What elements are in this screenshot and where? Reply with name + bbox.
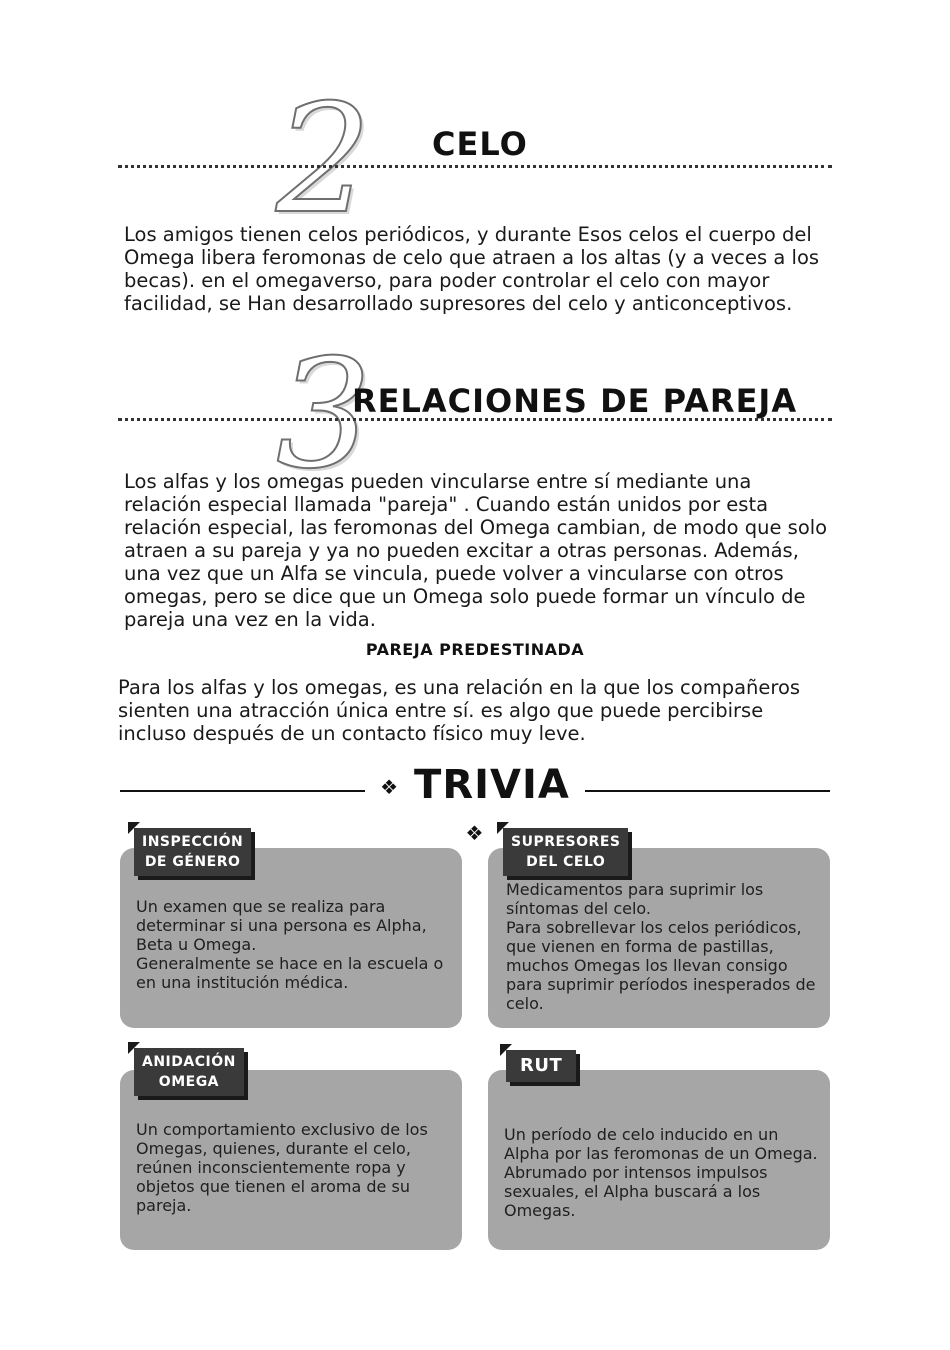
trivia-rule-left xyxy=(120,790,365,792)
trivia-card-tag xyxy=(506,1050,576,1082)
section-body: Los amigos tienen celos periódicos, y durante Esos celos el cuerpo del Omega libera feromonas de celo que atraen a los altas (y a veces a los becas). en el omegaverso, para poder controlar el celo con mayor facilidad, se Han desarrollado supresores del celo y anticonceptivos. xyxy=(124,223,820,315)
tag-line: DE GÉNERO xyxy=(144,854,241,870)
section-numeral: 3 xyxy=(276,328,372,502)
trivia-card-text: Medicamentos para suprimir los síntomas del celo. Para sobrellevar los celos periódicos, que vienen en forma de pastillas, muchos Omegas los llevan consigo para suprimir períodos inesperados de celo. xyxy=(506,880,816,1013)
section-relaciones xyxy=(118,328,832,631)
trivia-card-text: Un comportamiento exclusivo de los Omegas, quienes, durante el celo, reúnen inconscientemente ropa y objetos que tienen el aroma de su pareja. xyxy=(136,1120,428,1215)
trivia-card-text: Un período de celo inducido en un Alpha por las feromonas de un Omega. Abrumado por intensos impulsos sexuales, el Alpha buscará a los Omegas. xyxy=(504,1125,818,1220)
tag-line: ANIDACIÓN xyxy=(142,1054,236,1070)
section-numeral: 2 xyxy=(276,73,372,247)
trivia-card-tag xyxy=(134,828,251,876)
predestined-body: Para los alfas y los omegas, es una relación en la que los compañeros sienten una atracción única entre sí. es algo que puede percibirse incluso después de un contacto físico muy leve. xyxy=(118,676,801,745)
trivia-card-tag xyxy=(503,828,628,876)
tag-line: DEL CELO xyxy=(526,854,606,870)
trivia-title: TRIVIA xyxy=(414,762,570,808)
dotted-divider xyxy=(118,165,832,168)
section-celo xyxy=(118,73,832,315)
trivia-card-text: Un examen que se realiza para determinar si una persona es Alpha, Beta u Omega. Generalmente se hace en la escuela o en una institución médica. xyxy=(136,897,444,992)
ornament-icon: ❖ xyxy=(465,821,485,845)
trivia-rule-right xyxy=(585,790,830,792)
ornament-icon: ❖ xyxy=(380,775,400,799)
predestined-heading: PAREJA PREDESTINADA xyxy=(365,640,585,659)
tag-line: OMEGA xyxy=(158,1074,220,1090)
tag-line: INSPECCIÓN xyxy=(142,834,244,850)
dotted-divider xyxy=(118,418,832,421)
trivia-card-tag xyxy=(134,1048,244,1096)
tag-line: RUT xyxy=(520,1055,563,1076)
section-title: RELACIONES DE PAREJA xyxy=(352,382,798,420)
section-title: CELO xyxy=(432,125,528,163)
section-body: Los alfas y los omegas pueden vincularse entre sí mediante una relación especial llamada "pareja" . Cuando están unidos por esta relación especial, las feromonas del Omega cambian, de modo que solo atraen a su pareja y ya no pueden excitar a otras personas. Además, una vez que un Alfa se vincula, puede volver a vincularse con otros omegas, pero se dice que un Omega solo puede formar un vínculo de pareja una vez en la vida. xyxy=(124,470,828,631)
tag-line: SUPRESORES xyxy=(511,834,621,850)
